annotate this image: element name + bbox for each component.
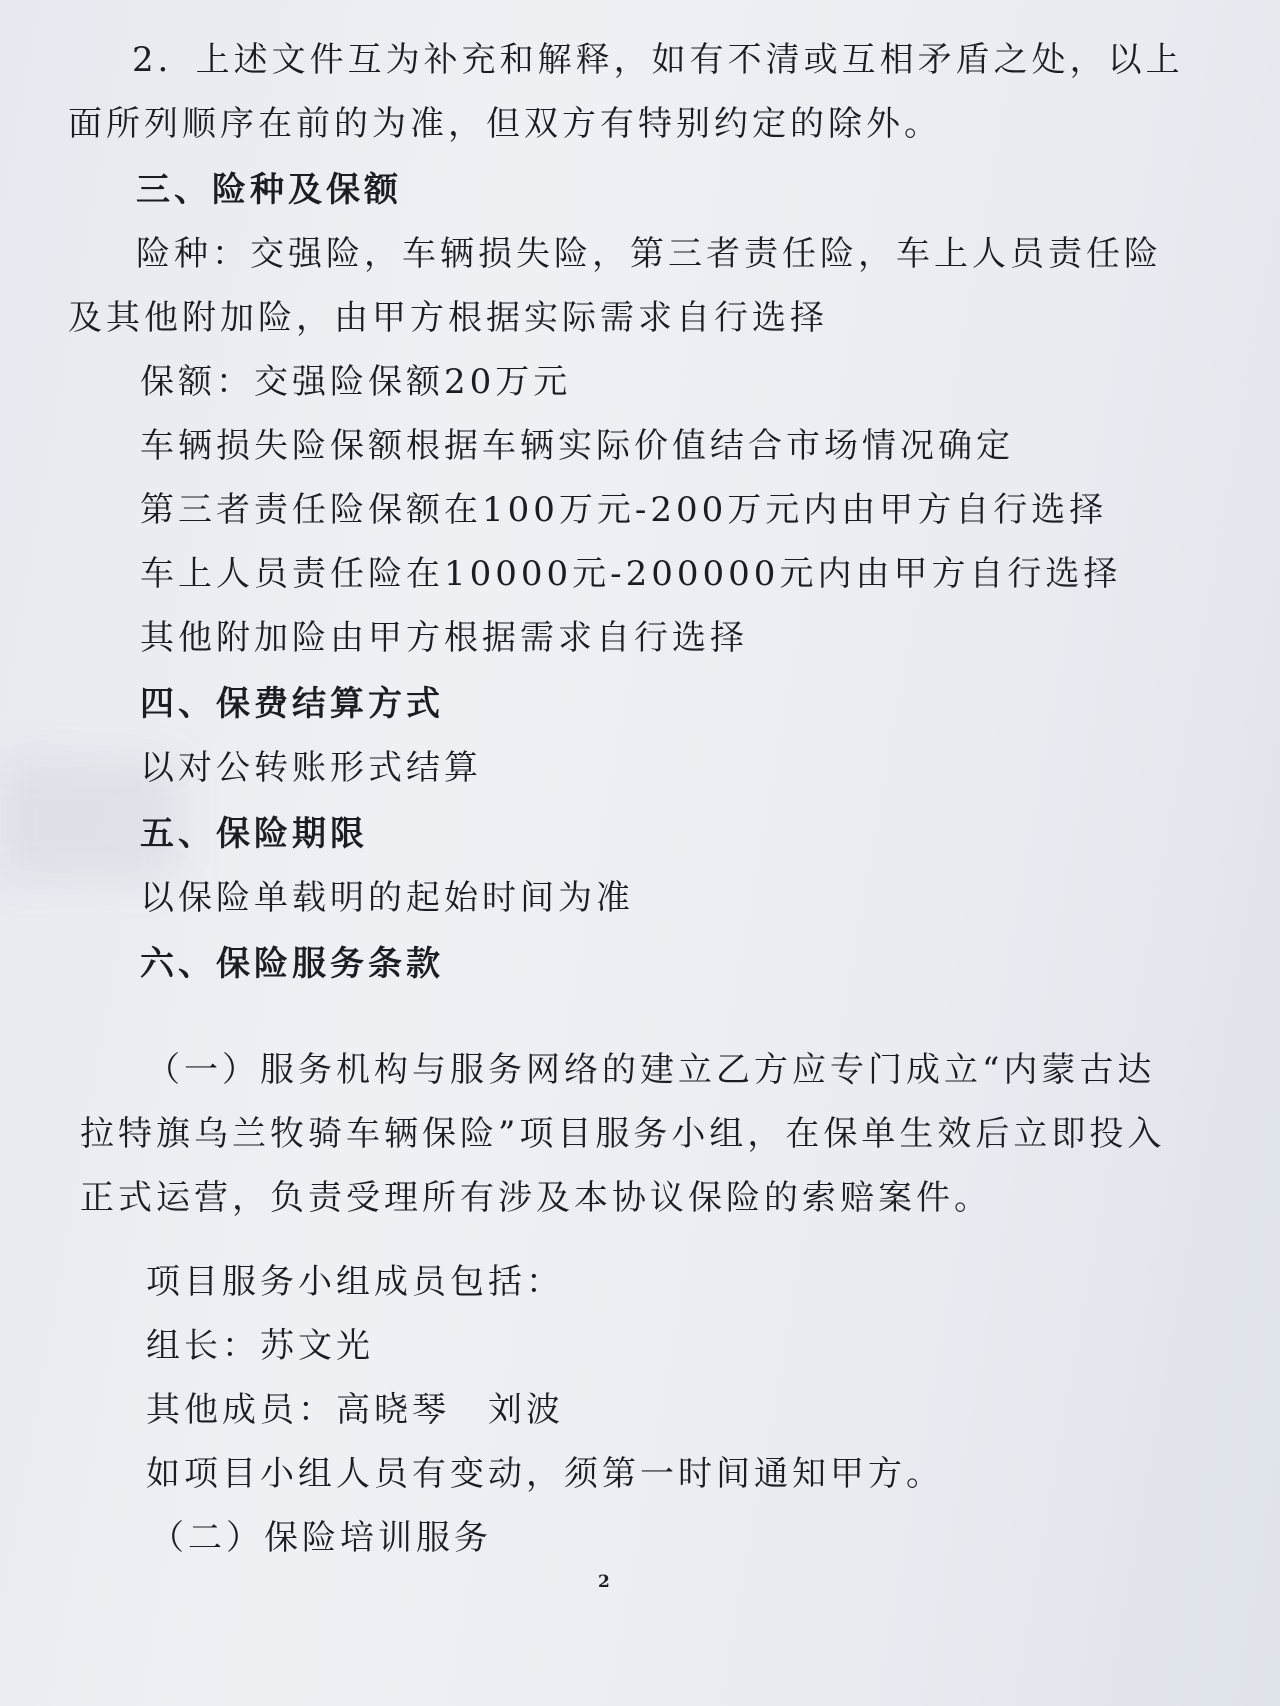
text-line-22: 如项目小组人员有变动，须第一时间通知甲方。 [146, 1454, 944, 1494]
text-line-10: 其他附加险由甲方根据需求自行选择 [140, 618, 748, 658]
text-line-21: 其他成员：高晓琴 刘波 [146, 1390, 564, 1430]
heading-section-4: 四、保费结算方式 [140, 684, 444, 724]
text-line-8: 第三者责任险保额在100万元-200万元内由甲方自行选择 [140, 490, 1108, 530]
text-line-19: 项目服务小组成员包括： [146, 1262, 564, 1302]
text-line-5: 及其他附加险，由甲方根据实际需求自行选择 [68, 298, 828, 338]
heading-section-3: 三、险种及保额 [136, 170, 402, 210]
heading-section-6: 六、保险服务条款 [140, 944, 444, 984]
text-line-2: 面所列顺序在前的为准，但双方有特别约定的除外。 [68, 104, 942, 144]
text-line-23: （二）保险培训服务 [150, 1518, 492, 1558]
text-line-20: 组长：苏文光 [146, 1326, 374, 1366]
text-line-7: 车辆损失险保额根据车辆实际价值结合市场情况确定 [140, 426, 1014, 466]
text-line-1: 2．上述文件互为补充和解释，如有不清或互相矛盾之处，以上 [132, 40, 1184, 80]
heading-section-5: 五、保险期限 [140, 814, 368, 854]
text-line-12: 以对公转账形式结算 [140, 748, 482, 788]
page-number: 2 [598, 1572, 610, 1592]
text-line-14: 以保险单载明的起始时间为准 [140, 878, 634, 918]
text-line-6: 保额：交强险保额20万元 [140, 362, 572, 402]
text-line-16: （一）服务机构与服务网络的建立乙方应专门成立“内蒙古达 [146, 1050, 1156, 1090]
text-line-18: 正式运营，负责受理所有涉及本协议保险的索赔案件。 [80, 1178, 992, 1218]
text-line-4: 险种：交强险，车辆损失险，第三者责任险，车上人员责任险 [136, 234, 1162, 274]
text-line-17: 拉特旗乌兰牧骑车辆保险”项目服务小组，在保单生效后立即投入 [80, 1114, 1166, 1154]
text-line-9: 车上人员责任险在10000元-200000元内由甲方自行选择 [140, 554, 1122, 594]
